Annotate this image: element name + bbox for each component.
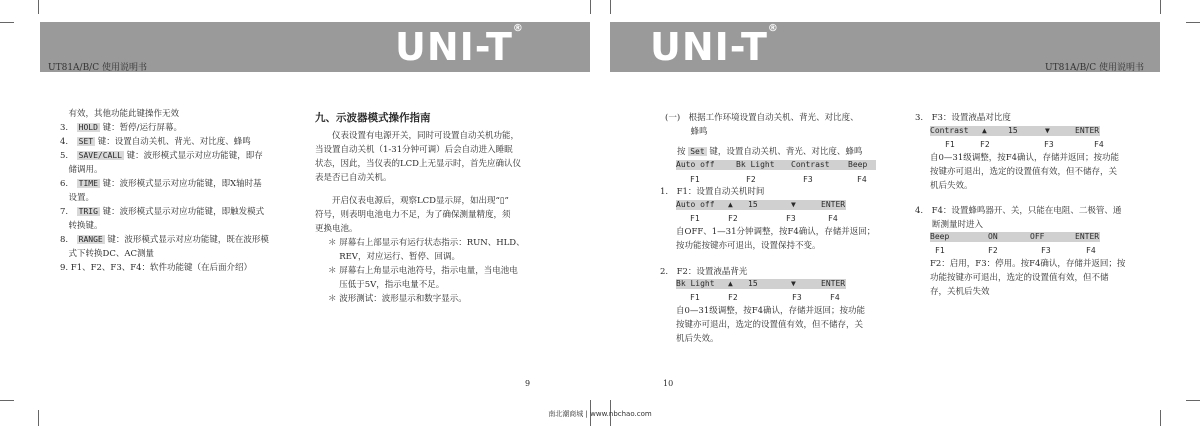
lcd-menu-cell: ▲	[982, 126, 987, 135]
key-description	[60, 220, 103, 232]
line-prefix: 8.	[60, 235, 77, 245]
lcd-menu-cell: ENTER	[821, 279, 846, 288]
item-title: 4. F4：设置蜂鸣器开、关，只能在电阻、二极管、通	[915, 206, 1122, 216]
item-description: 自0—31级调整，按F4确认，存储并返回；按功能	[676, 306, 866, 316]
function-key-label: F1	[690, 175, 700, 184]
lcd-menu-cell: Auto off	[676, 200, 715, 209]
function-key-label: F3	[803, 175, 813, 184]
item-description: 机后失效。	[930, 181, 973, 191]
crop-mark	[0, 22, 14, 23]
key-description	[60, 122, 182, 134]
line-text: 键：设置自动关机、背光、对比度、蜂鸣	[95, 137, 251, 147]
lcd-menu-cell: 15	[748, 279, 758, 288]
section-title: 九、示波器模式操作指南	[315, 112, 431, 124]
key-label: TRIG	[78, 207, 98, 216]
lcd-menu-cell: ▼	[791, 279, 796, 288]
brand-logo: UNI-T®	[395, 23, 524, 69]
line-prefix: 3.	[60, 123, 77, 133]
manual-title-left: UT81A/B/C 使用说明书	[48, 63, 147, 73]
key-label: HOLD	[78, 123, 98, 132]
line-prefix: 4.	[60, 137, 77, 147]
contrast-bar	[930, 126, 1100, 136]
item-description: 自0—31级调整，按F4确认，存储并返回；按功能	[930, 153, 1120, 163]
key-label: SET	[78, 137, 94, 146]
function-key-label: F2	[746, 175, 756, 184]
function-key-label: F4	[857, 175, 867, 184]
bullet-line: REV，对应运行、暂停、回调。	[328, 252, 460, 262]
bullet-line: ＊ 屏幕右上部显示有运行状态指示：RUN、HLD、	[328, 238, 525, 248]
line-text: 键：波形模式显示对应功能键，即存	[123, 151, 263, 161]
paragraph-line: 符号，则表明电池电力不足，为了确保测量精度，须	[315, 210, 511, 220]
lcd-menu-cell: ON	[988, 232, 998, 241]
item-title: 1. F1：设置自动关机时间	[660, 187, 765, 197]
lcd-menu-cell: ▲	[728, 279, 733, 288]
key-description	[60, 262, 252, 274]
item-description: 自OFF、1—31分钟调整，按F4确认，存储并返回；	[676, 227, 876, 237]
page-number-10: 10	[663, 379, 674, 388]
bullet-line: 压低于5V，指示电量不足。	[328, 280, 445, 290]
key-description	[60, 108, 179, 120]
paragraph-line: 更换电池。	[315, 224, 358, 234]
lcd-menu-cell: ENTER	[1075, 126, 1100, 135]
bullet-line: ＊ 波形测试：波形显示和数字显示。	[328, 294, 467, 304]
key-label: SAVE/CALL	[78, 151, 122, 160]
key-description	[60, 234, 269, 246]
function-key-label: F2	[988, 246, 998, 255]
function-key-label: F3	[792, 293, 802, 302]
crop-mark	[1186, 22, 1200, 23]
item-description: 按键亦可退出，选定的设置值有效，但不储存，关	[676, 320, 864, 330]
key-description	[60, 248, 154, 260]
function-key-label: F1	[945, 140, 955, 149]
lcd-menu-cell: Beep	[848, 160, 868, 169]
function-key-label: F2	[728, 293, 738, 302]
function-key-label: F4	[828, 214, 838, 223]
item-description: 按键亦可退出，选定的设置值有效，但不储存，关	[930, 167, 1118, 177]
backlight-bar	[676, 279, 846, 289]
key-description	[60, 178, 262, 190]
function-key-label: F3	[786, 214, 796, 223]
key-description	[60, 164, 103, 176]
subsection-title: 蜂鸣	[665, 127, 708, 137]
line-prefix: 6.	[60, 179, 77, 189]
lcd-menu-cell: ▲	[728, 200, 733, 209]
item-description: 存，关机后失效	[930, 287, 990, 297]
line-prefix: 转换键。	[60, 221, 103, 231]
page-number-9: 9	[525, 379, 531, 388]
item-description: 机后失效。	[676, 334, 719, 344]
function-key-label: F4	[1094, 140, 1104, 149]
function-key-label: F1	[935, 246, 945, 255]
function-key-label: F3	[1044, 140, 1054, 149]
line-prefix: 7.	[60, 207, 77, 217]
line-text: 键：波形模式显示对应功能键，即X轴时基	[99, 179, 262, 189]
line-text: 键：波形模式显示对应功能键，即触发模式	[99, 207, 265, 217]
line-text: 键，设置自动关机、背光、对比度、蜂鸣	[706, 147, 863, 157]
bullet-line: ＊ 屏幕右上角显示电池符号，指示电量，当电池电	[328, 266, 518, 276]
item-title: 2. F2：设置液晶背光	[660, 267, 748, 277]
lcd-menu-cell: OFF	[1030, 232, 1045, 241]
manual-title-right: UT81A/B/C 使用说明书	[1045, 63, 1144, 73]
function-key-label: F1	[690, 214, 700, 223]
crop-mark	[590, 0, 591, 14]
item-description: 按功能按键亦可退出，设置保持不变。	[676, 241, 821, 251]
paragraph-line: 表是否已自动关机。	[315, 173, 392, 183]
lcd-menu-cell: Bk Light	[736, 160, 775, 169]
crop-mark	[38, 0, 39, 14]
item-description: 功能按键亦可退出，选定的设置值有效，但不储	[930, 273, 1109, 283]
line-prefix: 9. F1、F2、F3、F4：软件功能键（在后面介绍）	[60, 263, 253, 273]
line-text: 键：暂停/运行屏幕。	[99, 123, 182, 133]
line-prefix: 设置。	[60, 193, 95, 203]
lcd-menu-cell: ENTER	[821, 200, 846, 209]
item-description: F2：启用，F3：停用。按F4确认，存储并返回；按	[930, 259, 1126, 269]
main-menu-bar	[676, 160, 876, 170]
lcd-menu-cell: 15	[1008, 126, 1018, 135]
beep-bar	[930, 232, 1100, 242]
line-prefix: 式下转换DC、AC测量	[60, 249, 154, 259]
line-prefix: 按	[677, 147, 689, 157]
line-prefix: 有效，其他功能此键操作无效	[60, 109, 180, 119]
crop-mark	[1160, 0, 1161, 14]
lcd-menu-cell: Auto off	[676, 160, 715, 169]
auto-off-bar	[676, 200, 846, 210]
crop-mark	[610, 0, 611, 14]
paragraph-line: 当设置自动关机（1-31分钟可调）后会自动进入睡眠	[315, 145, 513, 155]
line-prefix: 5.	[60, 151, 77, 161]
lcd-menu-cell: Beep	[930, 232, 950, 241]
function-key-label: F3	[1041, 246, 1051, 255]
key-label: TIME	[78, 179, 98, 188]
lcd-menu-cell: ENTER	[1075, 232, 1100, 241]
item-title: 断测量时进入	[915, 220, 984, 230]
lcd-menu-cell: ▼	[791, 200, 796, 209]
set-instruction	[677, 146, 862, 158]
brand-logo: UNI-T®	[650, 23, 779, 69]
footer-source: 南北潮商城 | www.nbchao.com	[548, 410, 652, 418]
key-label: RANGE	[78, 235, 103, 244]
function-key-label: F1	[690, 293, 700, 302]
lcd-menu-cell: Contrast	[791, 160, 830, 169]
paragraph-line: 开启仪表电源后，观察LCD显示屏，如出现“▯”	[315, 196, 509, 206]
function-key-label: F2	[728, 214, 738, 223]
lcd-menu-cell: 15	[748, 200, 758, 209]
paragraph-line: 仪表设置有电源开关，同时可设置自动关机功能，	[315, 131, 520, 141]
key-description	[60, 192, 94, 204]
lcd-menu-cell: Bk Light	[676, 279, 715, 288]
line-prefix: 储调用。	[60, 165, 103, 175]
key-description	[60, 136, 251, 148]
key-label: Set	[690, 147, 705, 156]
lcd-menu-cell: Contrast	[930, 126, 969, 135]
subsection-title: (一) 根据工作环境设置自动关机、背光、对比度、	[665, 113, 859, 123]
key-description	[60, 150, 263, 162]
key-description	[60, 206, 264, 218]
function-key-label: F2	[980, 140, 990, 149]
line-text: 键：波形模式显示对应功能键，既在波形模	[104, 235, 269, 245]
item-title: 3. F3：设置液晶对比度	[915, 113, 1011, 123]
crop-mark	[0, 400, 14, 401]
function-key-label: F4	[1086, 246, 1096, 255]
function-key-label: F4	[830, 293, 840, 302]
lcd-menu-cell: ▼	[1045, 126, 1050, 135]
paragraph-line: 状态，因此，当仪表的LCD上无显示时，首先应确认仪	[315, 159, 521, 169]
crop-mark	[1186, 400, 1200, 401]
